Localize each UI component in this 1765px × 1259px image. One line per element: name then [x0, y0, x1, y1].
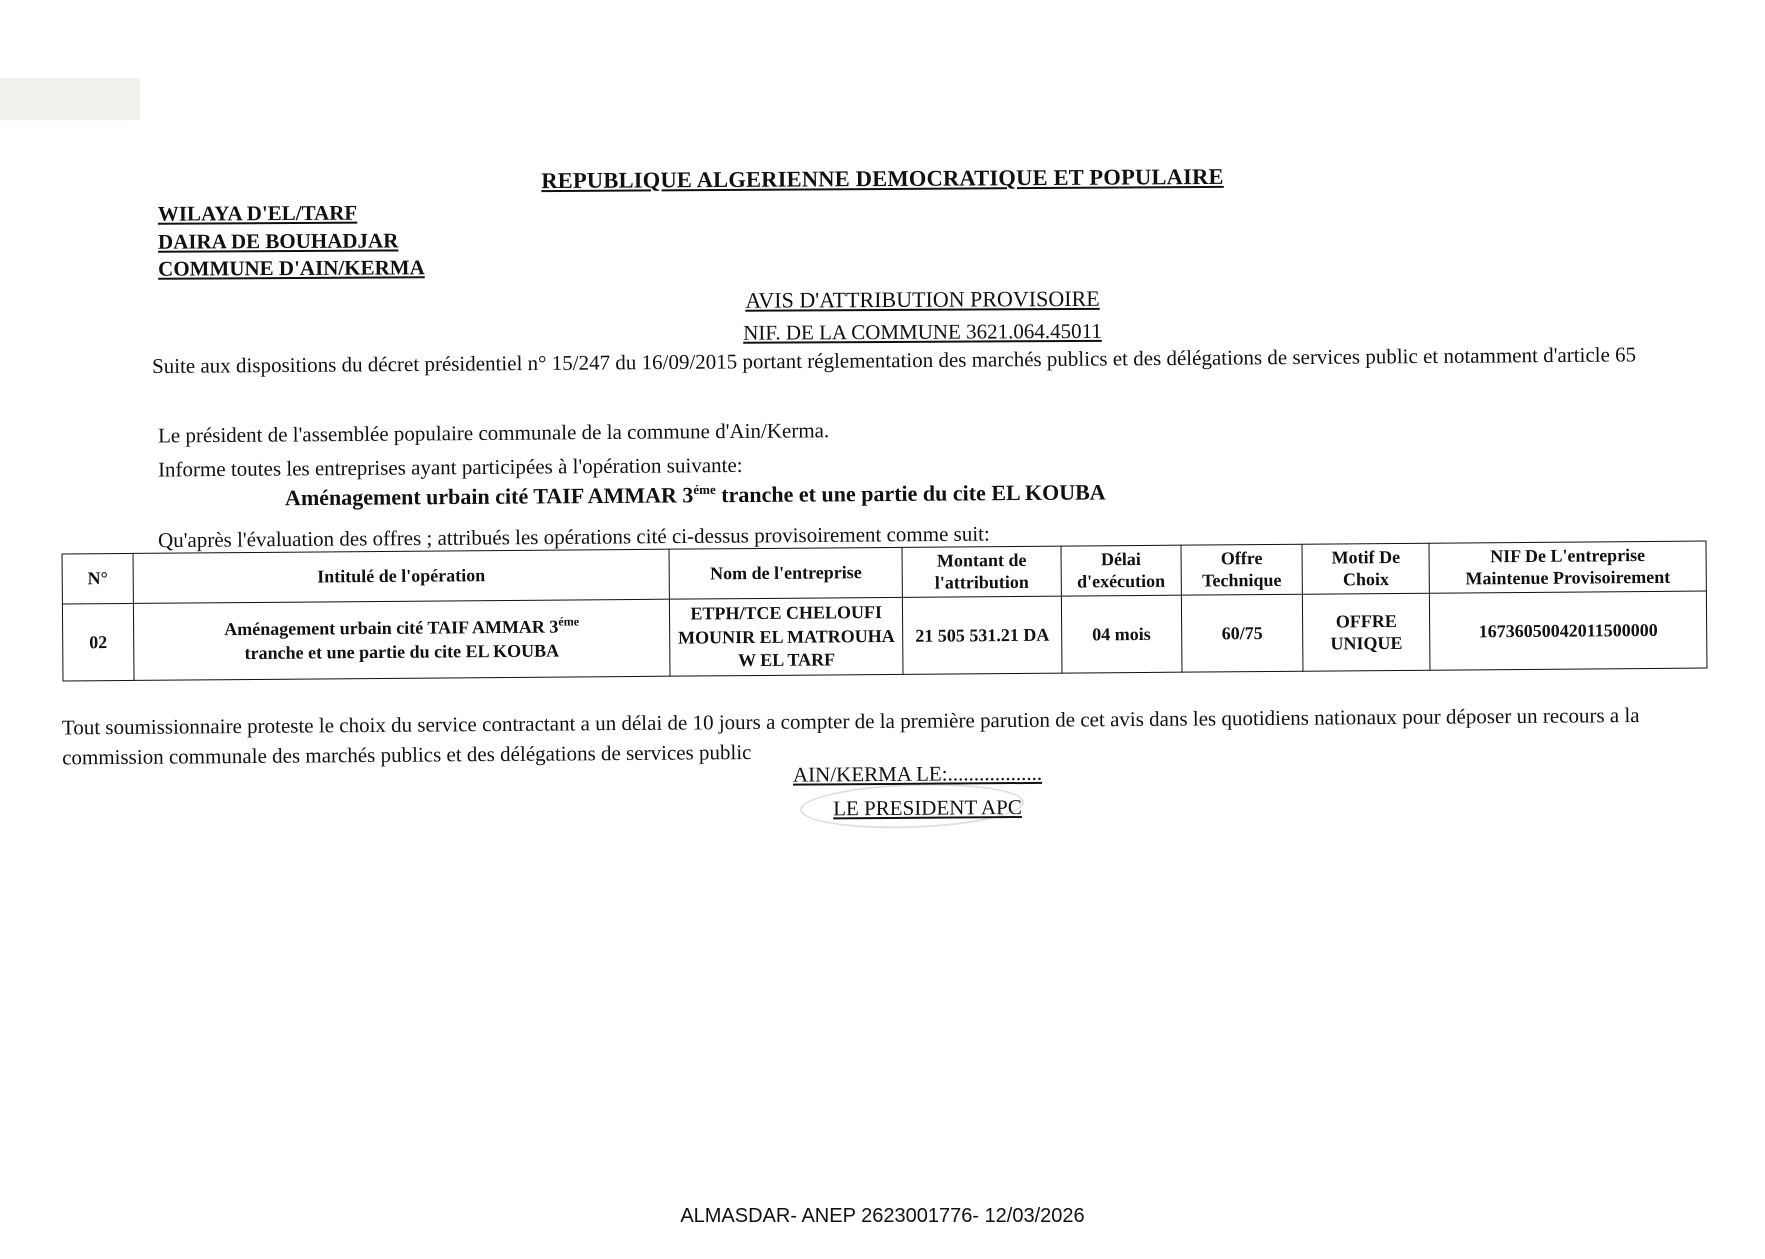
cell-offre-technique: 60/75 [1181, 594, 1303, 672]
header-motif-line2: Choix [1342, 568, 1390, 589]
header-delai-line2: d'exécution [1076, 570, 1166, 592]
header-motif-line1: Motif De [1331, 546, 1401, 568]
cell-entreprise: ETPH/TCE CHELOUFI MOUNIR EL MATROUHA W EL TARF [669, 598, 903, 677]
cell-nif-entreprise: 16736050042011500000 [1430, 591, 1707, 670]
paragraph-decree: Suite aux dispositions du décret présidentiel n° 15/247 du 16/09/2015 portant réglementation des marchés publics et des délégations de services public et notamment d'article 65 [151, 342, 1637, 379]
cell-montant: 21 505 531.21 DA [903, 596, 1062, 674]
administration-block [158, 199, 425, 284]
cell-intitule-suffix: tranche et une partie du cite EL KOUBA [244, 640, 560, 663]
operation-title-sup: éme [693, 481, 716, 498]
president-signature-line [0, 790, 1765, 827]
paragraph-recourse: Tout soumissionnaire proteste le choix du service contractant a un délai de 10 jours a compter de la première parution de cet avis dans les quotidiens nationaux pour déposer un recours a la commission communale des marchés publics et des délégations de services public [61, 703, 1640, 770]
daira-line: DAIRA DE BOUHADJAR [157, 228, 399, 254]
president-label: LE PRESIDENT APC [833, 795, 1022, 821]
national-header: REPUBLIQUE ALGERIENNE DEMOCRATIQUE ET POPULAIRE [541, 163, 1224, 194]
attribution-table [62, 541, 1708, 682]
header-delai [1061, 545, 1181, 596]
header-offre-line2: Technique [1202, 569, 1282, 591]
cell-intitule [133, 599, 670, 680]
place-date-label: AIN/KERMA LE: [792, 761, 948, 787]
paragraph-evaluation: Qu'après l'évaluation des offres ; attribués les opérations cité ci-dessus provisoirement comme suit: [157, 521, 990, 553]
table-body [62, 591, 1707, 681]
operation-title-prefix: Aménagement urbain cité TAIF AMMAR 3 [284, 482, 694, 511]
commune-line: COMMUNE D'AIN/KERMA [158, 255, 425, 282]
header-montant [902, 546, 1061, 597]
cell-no: 02 [62, 604, 134, 682]
footer-anep: ALMASDAR- ANEP 2623001776- 12/03/2026 [680, 1205, 1085, 1227]
cell-motif-choix: OFFRE UNIQUE [1303, 593, 1430, 671]
scan-smudge [0, 78, 140, 120]
cell-intitule-sup: éme [558, 614, 580, 629]
paragraph-informs: Informe toutes les entreprises ayant participées à l'opération suivante: [157, 452, 743, 482]
operation-title-suffix: tranche et une partie du cite EL KOUBA [715, 479, 1106, 508]
header-no: N° [62, 553, 133, 604]
header-delai-line1: Délai [1100, 548, 1141, 570]
header-entreprise: Nom de l'entreprise [669, 547, 903, 599]
header-offre-technique [1181, 544, 1303, 595]
wilaya-line: WILAYA D'EL/TARF [157, 200, 358, 226]
paragraph-president: Le président de l'assemblée populaire communale de la commune d'Ain/Kerma. [157, 418, 830, 448]
header-offre-line1: Offre [1220, 548, 1263, 569]
header-motif-choix [1302, 543, 1429, 594]
header-montant-line2: l'attribution [934, 571, 1029, 593]
table-row [62, 591, 1707, 681]
commune-nif: NIF. DE LA COMMUNE 3621.064.45011 [743, 318, 1102, 345]
operation-title [285, 479, 1106, 511]
place-date-dots: .................. [947, 760, 1043, 786]
header-nif-line2: Maintenue Provisoirement [1465, 566, 1671, 589]
notice-title: AVIS D'ATTRIBUTION PROVISOIRE [745, 285, 1100, 313]
header-intitule: Intitulé de l'opération [133, 549, 669, 603]
header-nif-entreprise [1429, 541, 1706, 593]
cell-delai: 04 mois [1061, 595, 1182, 673]
cell-intitule-prefix: Aménagement urbain cité TAIF AMMAR 3 [224, 616, 559, 640]
header-nif-line1: NIF De L'entreprise [1490, 545, 1646, 567]
header-montant-line1: Montant de [936, 549, 1027, 571]
